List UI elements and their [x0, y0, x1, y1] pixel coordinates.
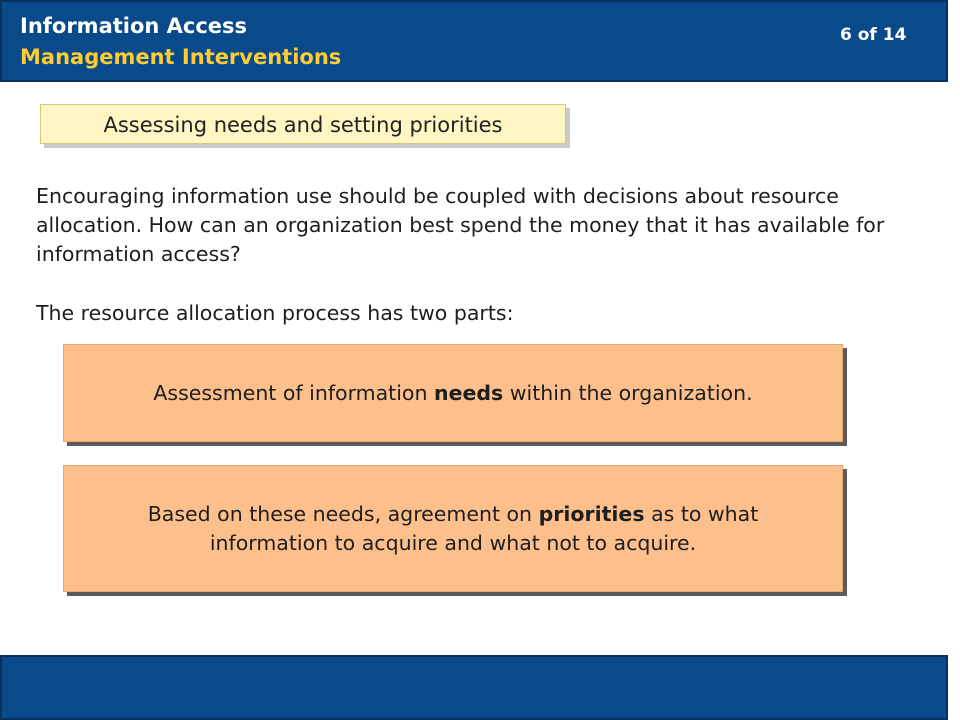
- callout-priorities: [63, 465, 843, 592]
- callout-priorities-emphasis: priorities: [538, 501, 645, 526]
- intro-paragraph: Encouraging information use should be coupled with decisions about resource allocation. How can an organization best spend the money that it has available for information access?: [36, 184, 885, 266]
- section-tag-label: Assessing needs and setting priorities: [103, 113, 503, 137]
- callout-needs-before: Assessment of information: [153, 380, 434, 405]
- course-title: Information Access: [20, 14, 248, 38]
- page-counter: 6 of 14: [840, 25, 907, 45]
- callout-needs-assessment: [63, 344, 843, 442]
- footer-bar: [0, 655, 948, 720]
- section-tag: [40, 104, 566, 144]
- parts-lead-text: The resource allocation process has two parts:: [36, 301, 514, 325]
- callout-priorities-text: [64, 500, 842, 558]
- module-title: Management Interventions: [20, 45, 342, 69]
- callout-needs-text: [123, 379, 782, 408]
- header-bar: [0, 0, 948, 82]
- callout-needs-after: within the organization.: [503, 380, 753, 405]
- callout-priorities-before: Based on these needs, agreement on: [147, 501, 539, 526]
- callout-priorities-after: as to what information to acquire and what not to acquire.: [209, 501, 759, 555]
- callout-needs-emphasis: needs: [433, 380, 504, 405]
